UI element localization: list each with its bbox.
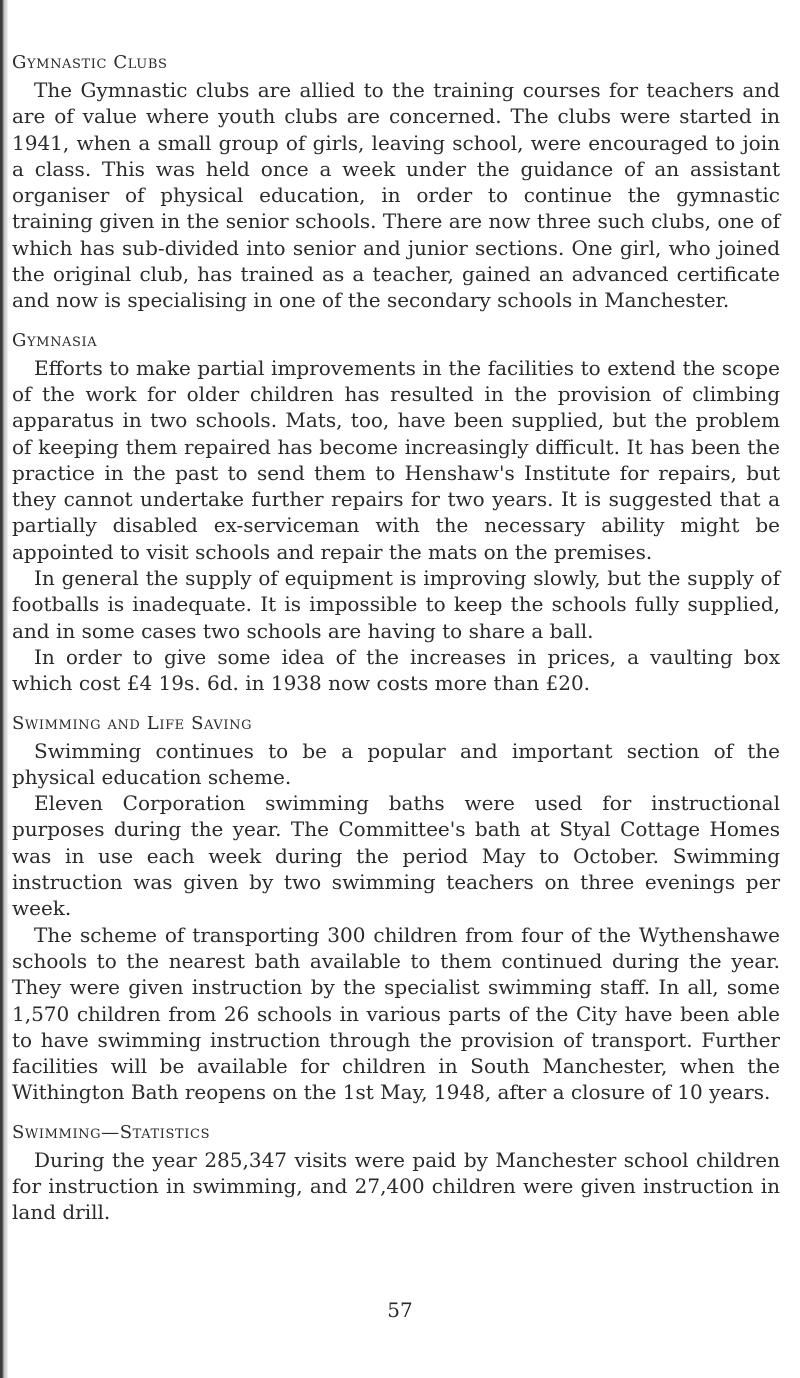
paragraph: Eleven Corporation swimming baths were used for instructional purposes during the year. The Committee's bath at Styal Cottage Homes was in use each week during the period May to October. Swimming instruction was given by two swimming teachers on three evenings per week. xyxy=(12,791,780,921)
section-gymnastic-clubs xyxy=(12,52,780,314)
paragraph: Efforts to make partial improvements in the facilities to extend the scope of the work for older children has resulted in the provision of climbing apparatus in two schools. Mats, too, have been supplied, but the problem of keeping them repaired has become increasingly difficult. It has been the practice in the past to send them to Henshaw's Institute for repairs, but they cannot undertake further repairs for two years. It is suggested that a partially disabled ex-serviceman with the necessary ability might be appointed to visit schools and repair the mats on the premises. xyxy=(12,355,780,564)
section-heading: Swimming and Life Saving xyxy=(12,712,253,734)
paragraph: The Gymnastic clubs are allied to the training courses for teachers and are of value where youth clubs are concerned. The clubs were started in 1941, when a small group of girls, leaving school, were encouraged to join a class. This was held once a week under the guidance of an assistant organiser of physical education, in order to continue the gymnastic training given in the senior schools. There are now three such clubs, one of which has sub-divided into senior and junior sections. One girl, who joined the original club, has trained as a teacher, gained an advanced certificate and now is specialising in one of the secondary schools in Manchester. xyxy=(12,78,780,313)
section-heading: Gymnastic Clubs xyxy=(12,52,168,73)
section-gymnasia xyxy=(12,330,780,697)
section-swimming-statistics xyxy=(12,1122,780,1226)
section-heading: Gymnasia xyxy=(12,329,98,351)
document-page xyxy=(12,52,780,1242)
page-number: 57 xyxy=(387,1298,413,1322)
paragraph: In general the supply of equipment is improving slowly, but the supply of footballs is inadequate. It is impossible to keep the schools fully supplied, and in some cases two schools are having to share a ball. xyxy=(12,566,780,643)
paragraph: In order to give some idea of the increases in prices, a vaulting box which cost £4 19s. 6d. in 1938 now costs more than £20. xyxy=(12,644,780,696)
binding-edge xyxy=(0,0,8,1378)
section-heading: Swimming—Statistics xyxy=(12,1121,211,1143)
paragraph: The scheme of transporting 300 children from four of the Wythenshawe schools to the nearest bath available to them continued during the year. They were given instruction by the specialist swimming staff. In all, some 1,570 children from 26 schools in various parts of the City have been able to have swimming instruction through the provision of transport. Further facilities will be available for children in South Manchester, when the Withington Bath reopens on the 1st May, 1948, after a closure of 10 years. xyxy=(12,922,780,1105)
paragraph: Swimming continues to be a popular and important section of the physical education scheme. xyxy=(12,738,780,789)
section-swimming-life-saving xyxy=(12,713,780,1106)
paragraph: During the year 285,347 visits were paid by Manchester school children for instruction in swimming, and 27,400 children were given instruction in land drill. xyxy=(12,1147,780,1225)
